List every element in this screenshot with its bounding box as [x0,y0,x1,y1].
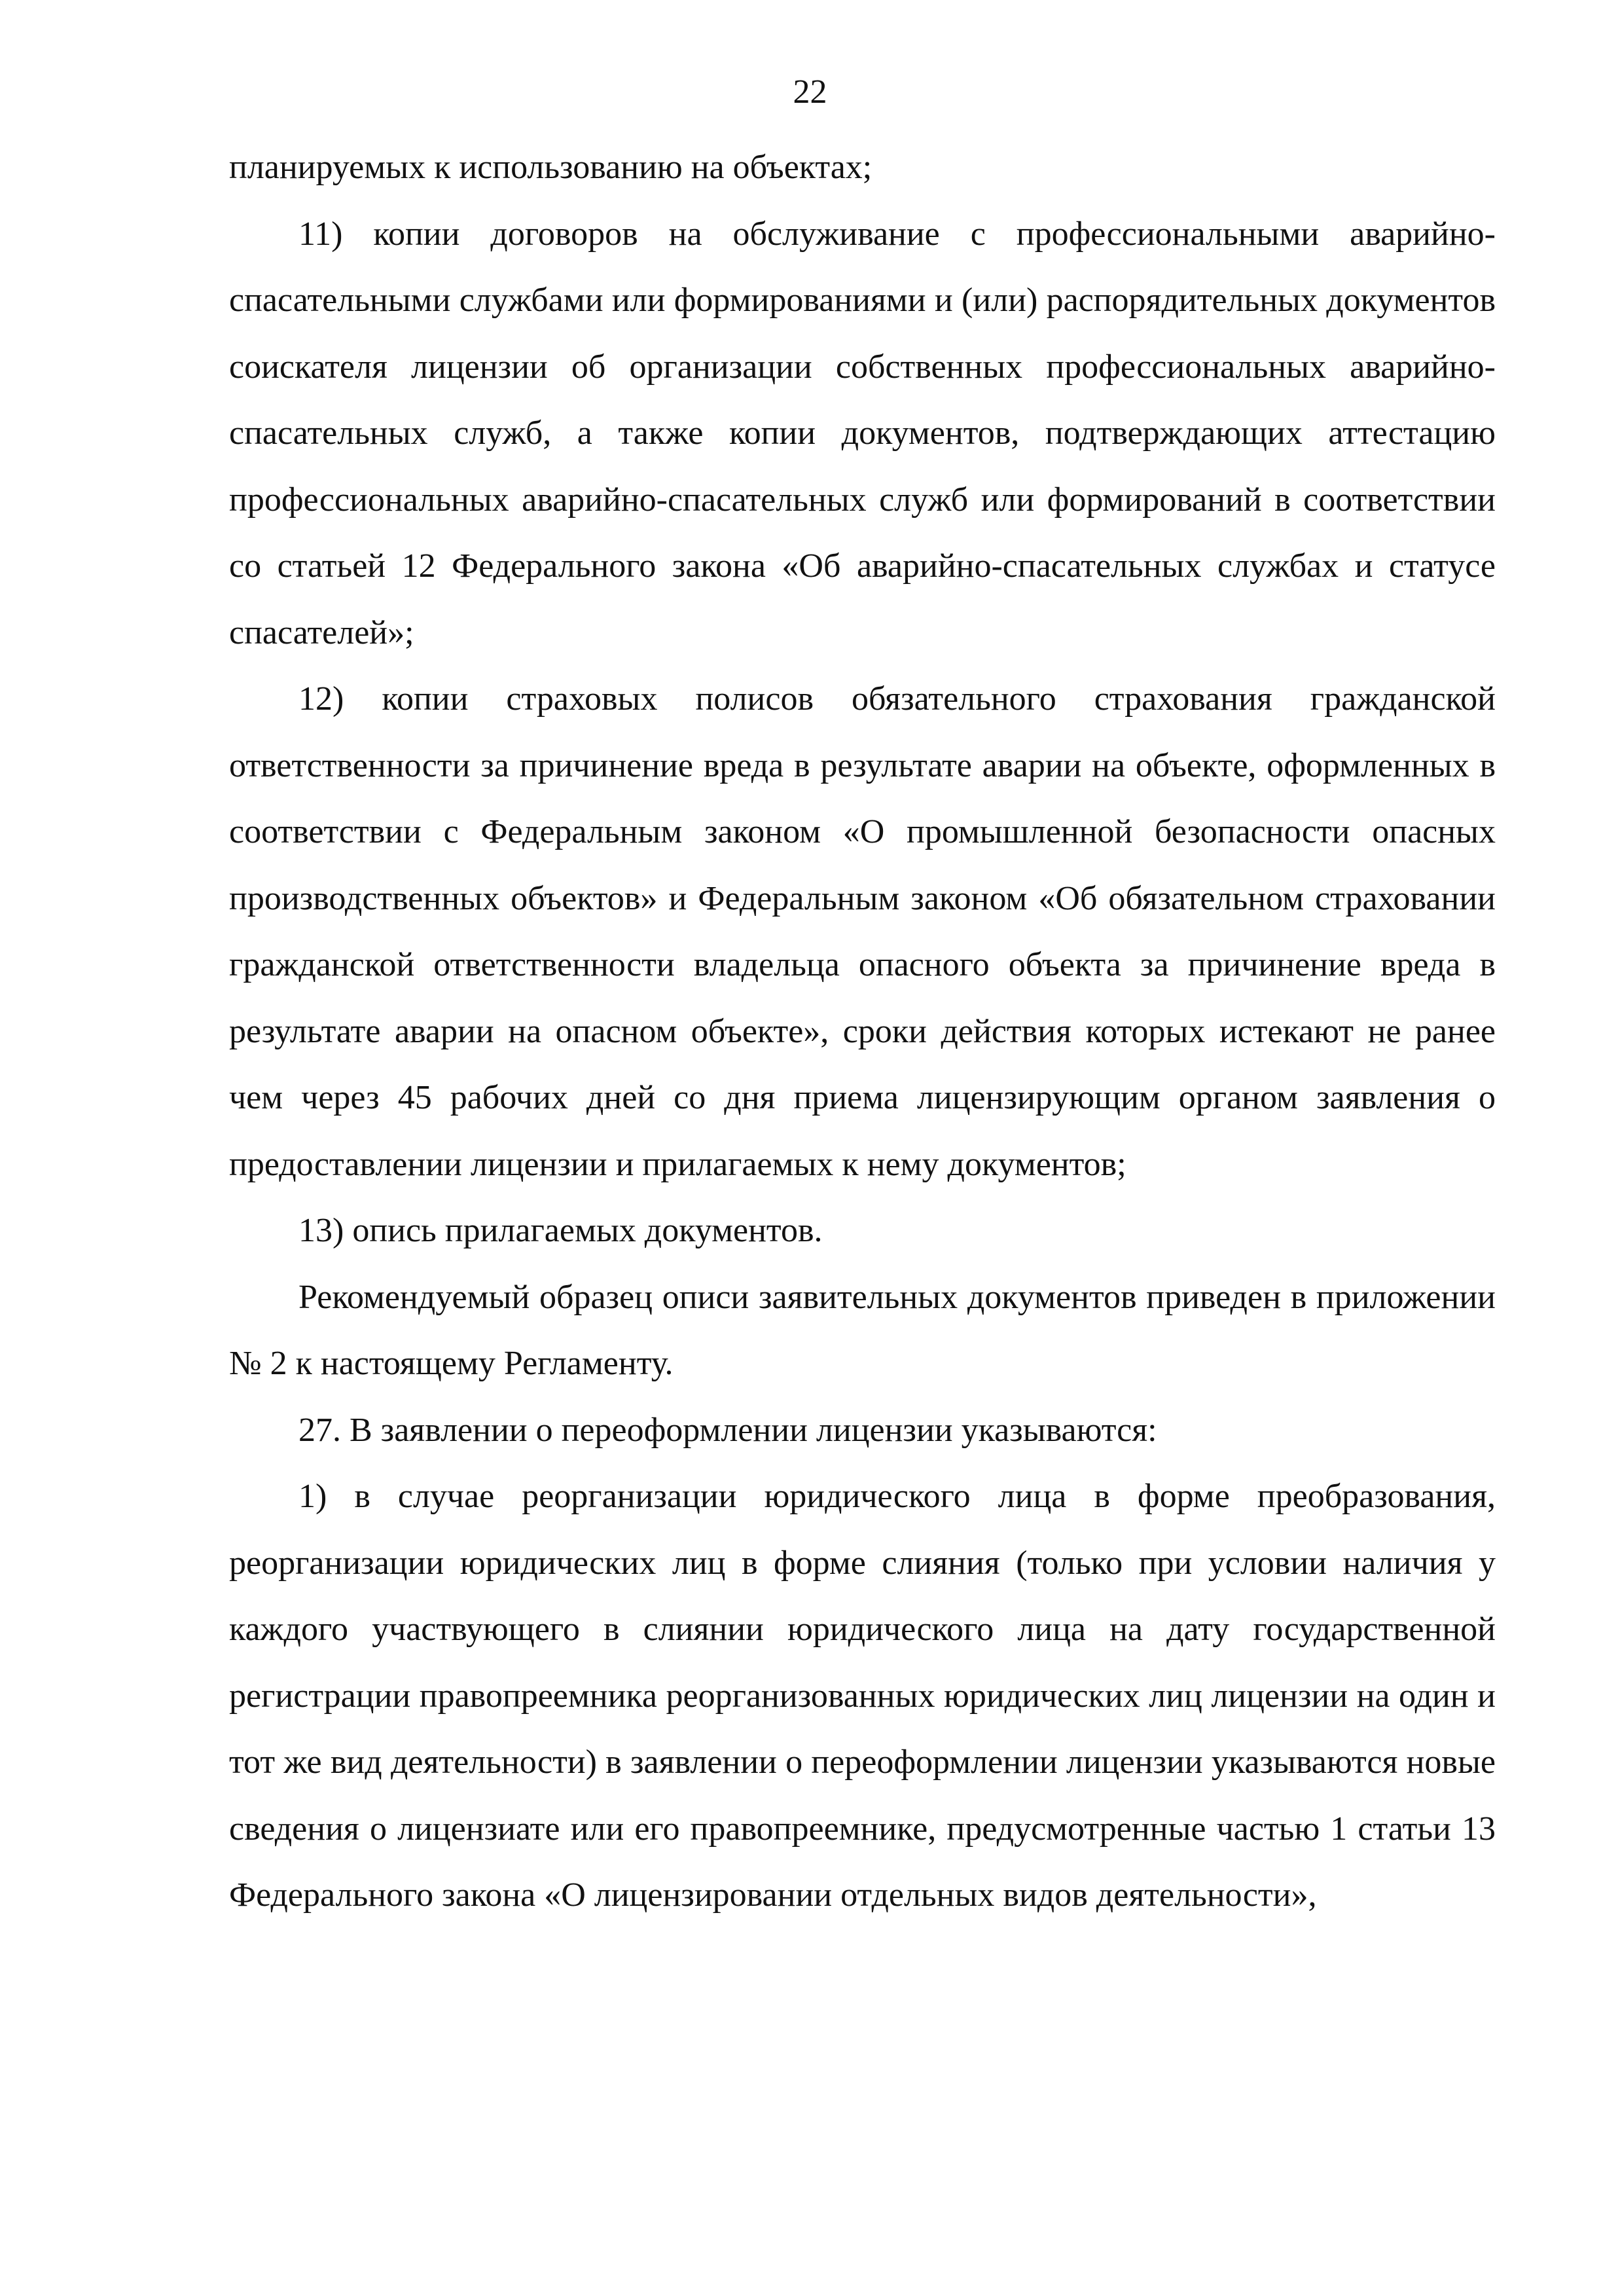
paragraph-item-12: 12) копии страховых полисов обязательного страхования гражданской ответственности за причинение вреда в результате аварии на объекте, оформленных в соответствии с Федеральным законом «О промышленной безопасности опасных производственных объектов» и Федеральным законом «Об обязательном страховании гражданской ответственности владельца опасного объекта за причинение вреда в результате аварии на опасном объекте», сроки действия которых истекают не ранее чем через 45 рабочих дней со дня приема лицензирующим органом заявления о предоставлении лицензии и прилагаемых к нему документов; [229,680,1496,1183]
paragraph-recommended-sample: Рекомендуемый образец описи заявительных документов приведен в приложении № 2 к настоящему Регламенту. [229,1278,1496,1382]
paragraph-item-1: 1) в случае реорганизации юридического лица в форме преобразования, реорганизации юридических лиц в форме слияния (только при условии наличия у каждого участвующего в слиянии юридического лица на дату государственной регистрации правопреемника реорганизованных юридических лиц лицензии на один и тот же вид деятельности) в заявлении о переоформлении лицензии указываются новые сведения о лицензиате или его правопреемнике, предусмотренные частью 1 статьи 13 Федерального закона «О лицензировании отдельных видов деятельности», [229,1478,1496,1914]
paragraph-item-13: 13) опись прилагаемых документов. [298,1212,823,1249]
document-body [229,134,1496,1929]
paragraph-section-27: 27. В заявлении о переоформлении лицензии указываются: [298,1411,1157,1449]
page-number: 22 [793,73,827,111]
paragraph-continuation: планируемых к использованию на объектах; [229,149,873,186]
paragraph-item-11: 11) копии договоров на обслуживание с профессиональными аварийно-спасательными службами или формированиями и (или) распорядительных документов соискателя лицензии об организации собственных профессиональных аварийно-спасательных служб, а также копии документов, подтверждающих аттестацию профессиональных аварийно-спасательных служб или формирований в соответствии со статьей 12 Федерального закона «Об аварийно-спасательных службах и статусе спасателей»; [229,215,1496,651]
